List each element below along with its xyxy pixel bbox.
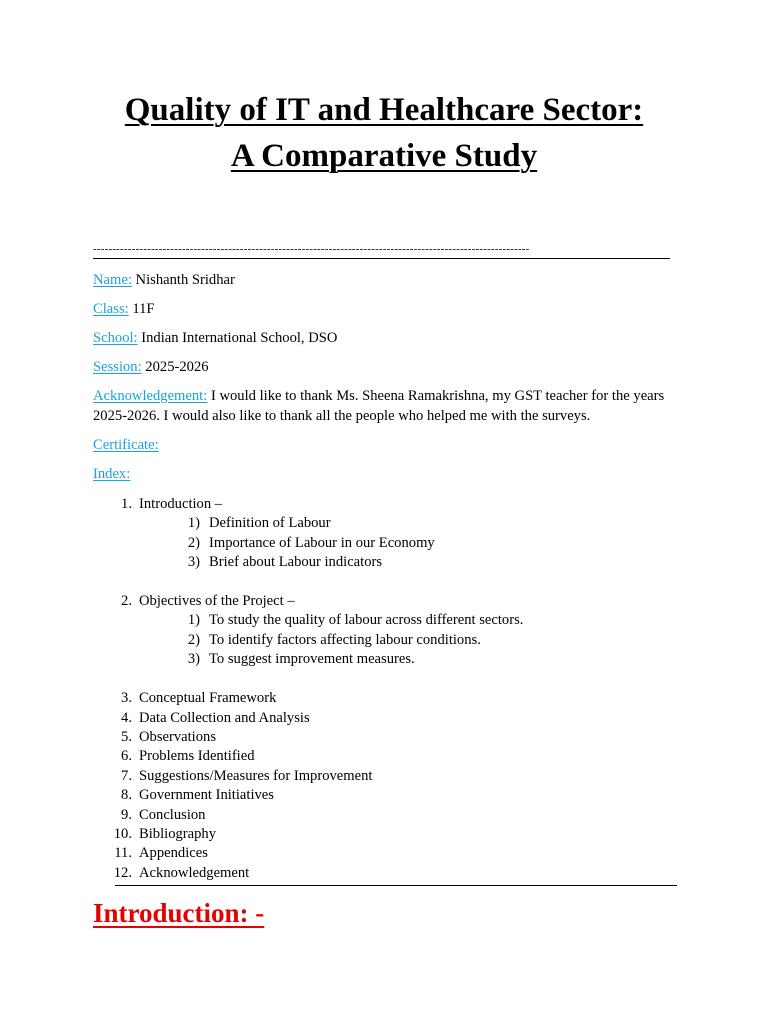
- school-label[interactable]: School:: [93, 330, 138, 346]
- index-item-text: Problems Identified: [139, 748, 255, 764]
- index-item-number: 9.: [121, 807, 132, 823]
- index-item-number: 1.: [121, 496, 132, 512]
- class-field: [93, 299, 155, 319]
- index-item-number: 11.: [114, 845, 132, 861]
- index-subitem-number: 2): [187, 632, 200, 648]
- school-value: Indian International School, DSO: [137, 330, 338, 346]
- index-item-text: Introduction –: [139, 496, 223, 512]
- index-subitem-number: 3): [187, 651, 200, 667]
- index-subitem-text: To suggest improvement measures.: [209, 651, 415, 667]
- certificate-label[interactable]: Certificate:: [93, 437, 159, 453]
- index-subitem-number: 1): [187, 612, 200, 628]
- horizontal-rule-top: [93, 258, 670, 259]
- acknowledgement-value: I would like to thank Ms. Sheena Ramakrishna, my GST teacher for the years 2025-2026. I would also like to thank all the people who helped me with the surveys.: [93, 388, 665, 424]
- index-subitem-number: 2): [187, 535, 200, 551]
- index-subitem-number: 1): [187, 515, 200, 531]
- name-label[interactable]: Name:: [93, 272, 132, 288]
- index-item-text: Government Initiatives: [139, 787, 274, 803]
- index-item-text: Objectives of the Project –: [139, 593, 295, 609]
- index-item-text: Observations: [139, 729, 217, 745]
- index-item-number: 12.: [113, 865, 132, 881]
- index-subitem-text: Importance of Labour in our Economy: [209, 535, 435, 551]
- certificate-field: [93, 435, 159, 455]
- class-value: 11F: [128, 301, 155, 317]
- index-item-text: Suggestions/Measures for Improvement: [139, 768, 373, 784]
- session-value: 2025-2026: [141, 359, 209, 375]
- index-item-number: 7.: [121, 768, 132, 784]
- index-subitem-text: To study the quality of labour across different sectors.: [209, 612, 524, 628]
- session-field: [93, 357, 209, 377]
- index-item-number: 4.: [121, 710, 132, 726]
- acknowledgement-label[interactable]: Acknowledgement:: [93, 388, 208, 404]
- index-item-number: 10.: [113, 826, 132, 842]
- index-item-text: Conclusion: [139, 807, 206, 823]
- index-item-number: 3.: [121, 690, 132, 706]
- school-field: [93, 328, 337, 348]
- index-subitem-text: To identify factors affecting labour conditions.: [209, 632, 481, 648]
- session-label[interactable]: Session:: [93, 359, 142, 375]
- index-item-text: Acknowledgement: [139, 865, 250, 881]
- index-field: [93, 464, 130, 484]
- name-field: [93, 270, 235, 290]
- document-title-line-2: A Comparative Study: [230, 138, 538, 174]
- class-label[interactable]: Class:: [93, 301, 129, 317]
- horizontal-rule-bottom: [115, 885, 677, 886]
- index-item-number: 6.: [121, 748, 132, 764]
- dashed-separator: -----------------------------------------------------------------------------------------------------------------: [93, 243, 530, 255]
- acknowledgement-field: [93, 386, 673, 426]
- index-item-text: Conceptual Framework: [139, 690, 277, 706]
- index-subitem-number: 3): [187, 554, 200, 570]
- index-label[interactable]: Index:: [93, 466, 131, 482]
- index-item-text: Data Collection and Analysis: [139, 710, 310, 726]
- index-subitem-text: Brief about Labour indicators: [209, 554, 383, 570]
- name-value: Nishanth Sridhar: [131, 272, 235, 288]
- index-item-number: 8.: [121, 787, 132, 803]
- introduction-heading: Introduction: -: [93, 898, 265, 928]
- index-item-number: 2.: [121, 593, 132, 609]
- index-subitem-text: Definition of Labour: [209, 515, 331, 531]
- index-item-text: Appendices: [139, 845, 208, 861]
- document-title-line-1: Quality of IT and Healthcare Sector:: [124, 92, 644, 128]
- index-item-number: 5.: [121, 729, 132, 745]
- index-item-text: Bibliography: [139, 826, 217, 842]
